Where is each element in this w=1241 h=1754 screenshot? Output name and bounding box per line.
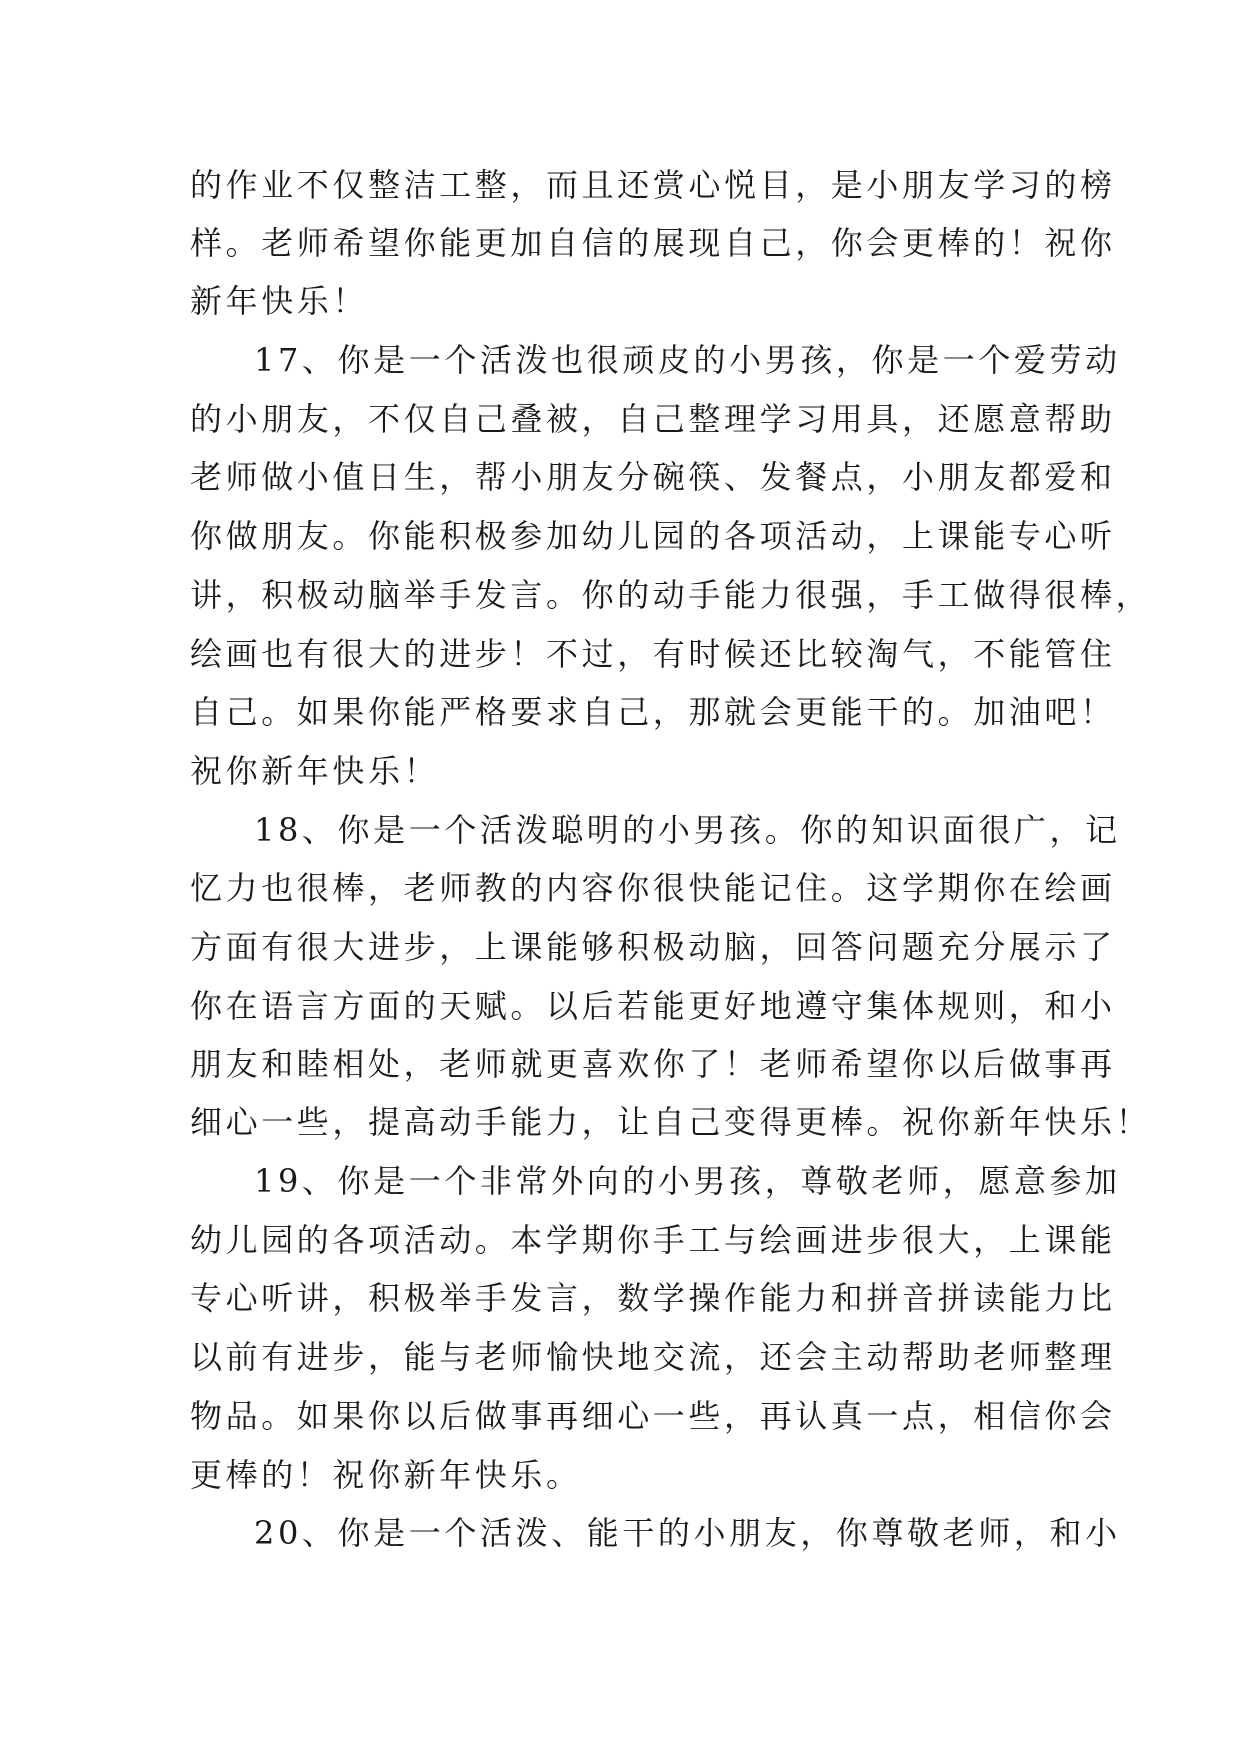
text-line: 朋友和睦相处，老师就更喜欢你了！老师希望你以后做事再 (190, 1045, 1116, 1083)
text-line: 忆力也很棒，老师教的内容你很快能记住。这学期你在绘画 (190, 869, 1116, 907)
text-line: 细心一些，提高动手能力，让自己变得更棒。祝你新年快乐！ (190, 1103, 1152, 1141)
text-line: 新年快乐！ (190, 282, 369, 320)
text-line: 自己。如果你能严格要求自己，那就会更能干的。加油吧！ (190, 693, 1116, 731)
text-line: 你在语言方面的天赋。以后若能更好地遵守集体规则，和小 (190, 987, 1116, 1025)
text-line: 老师做小值日生，帮小朋友分碗筷、发餐点，小朋友都爱和 (190, 458, 1116, 496)
text-line: 幼儿园的各项活动。本学期你手工与绘画进步很大，上课能 (190, 1221, 1116, 1259)
text-line: 祝你新年快乐！ (190, 752, 440, 790)
text-line: 的作业不仅整洁工整，而且还赏心悦目，是小朋友学习的榜 (190, 166, 1116, 204)
text-line: 讲，积极动脑举手发言。你的动手能力很强，手工做得很棒， (190, 576, 1152, 614)
text-line: 的小朋友，不仅自己叠被，自己整理学习用具，还愿意帮助 (190, 400, 1116, 438)
paragraph-20-start: 20、你是一个活泼、能干的小朋友，你尊敬老师，和小 (254, 1514, 1121, 1552)
text-line: 绘画也有很大的进步！不过，有时候还比较淘气，不能管住 (190, 635, 1116, 673)
text-line: 你做朋友。你能积极参加幼儿园的各项活动，上课能专心听 (190, 517, 1116, 555)
paragraph-19-start: 19、你是一个非常外向的小男孩，尊敬老师，愿意参加 (254, 1162, 1121, 1200)
text-line: 方面有很大进步，上课能够积极动脑，回答问题充分展示了 (190, 928, 1116, 966)
paragraph-18-start: 18、你是一个活泼聪明的小男孩。你的知识面很广，记 (254, 811, 1121, 849)
text-line: 物品。如果你以后做事再细心一些，再认真一点，相信你会 (190, 1397, 1116, 1435)
text-line: 更棒的！祝你新年快乐。 (190, 1456, 582, 1494)
text-line: 专心听讲，积极举手发言，数学操作能力和拼音拼读能力比 (190, 1279, 1116, 1317)
text-line: 样。老师希望你能更加自信的展现自己，你会更棒的！祝你 (190, 224, 1116, 262)
paragraph-17-start: 17、你是一个活泼也很顽皮的小男孩，你是一个爱劳动 (254, 341, 1121, 379)
text-line: 以前有进步，能与老师愉快地交流，还会主动帮助老师整理 (190, 1338, 1116, 1376)
